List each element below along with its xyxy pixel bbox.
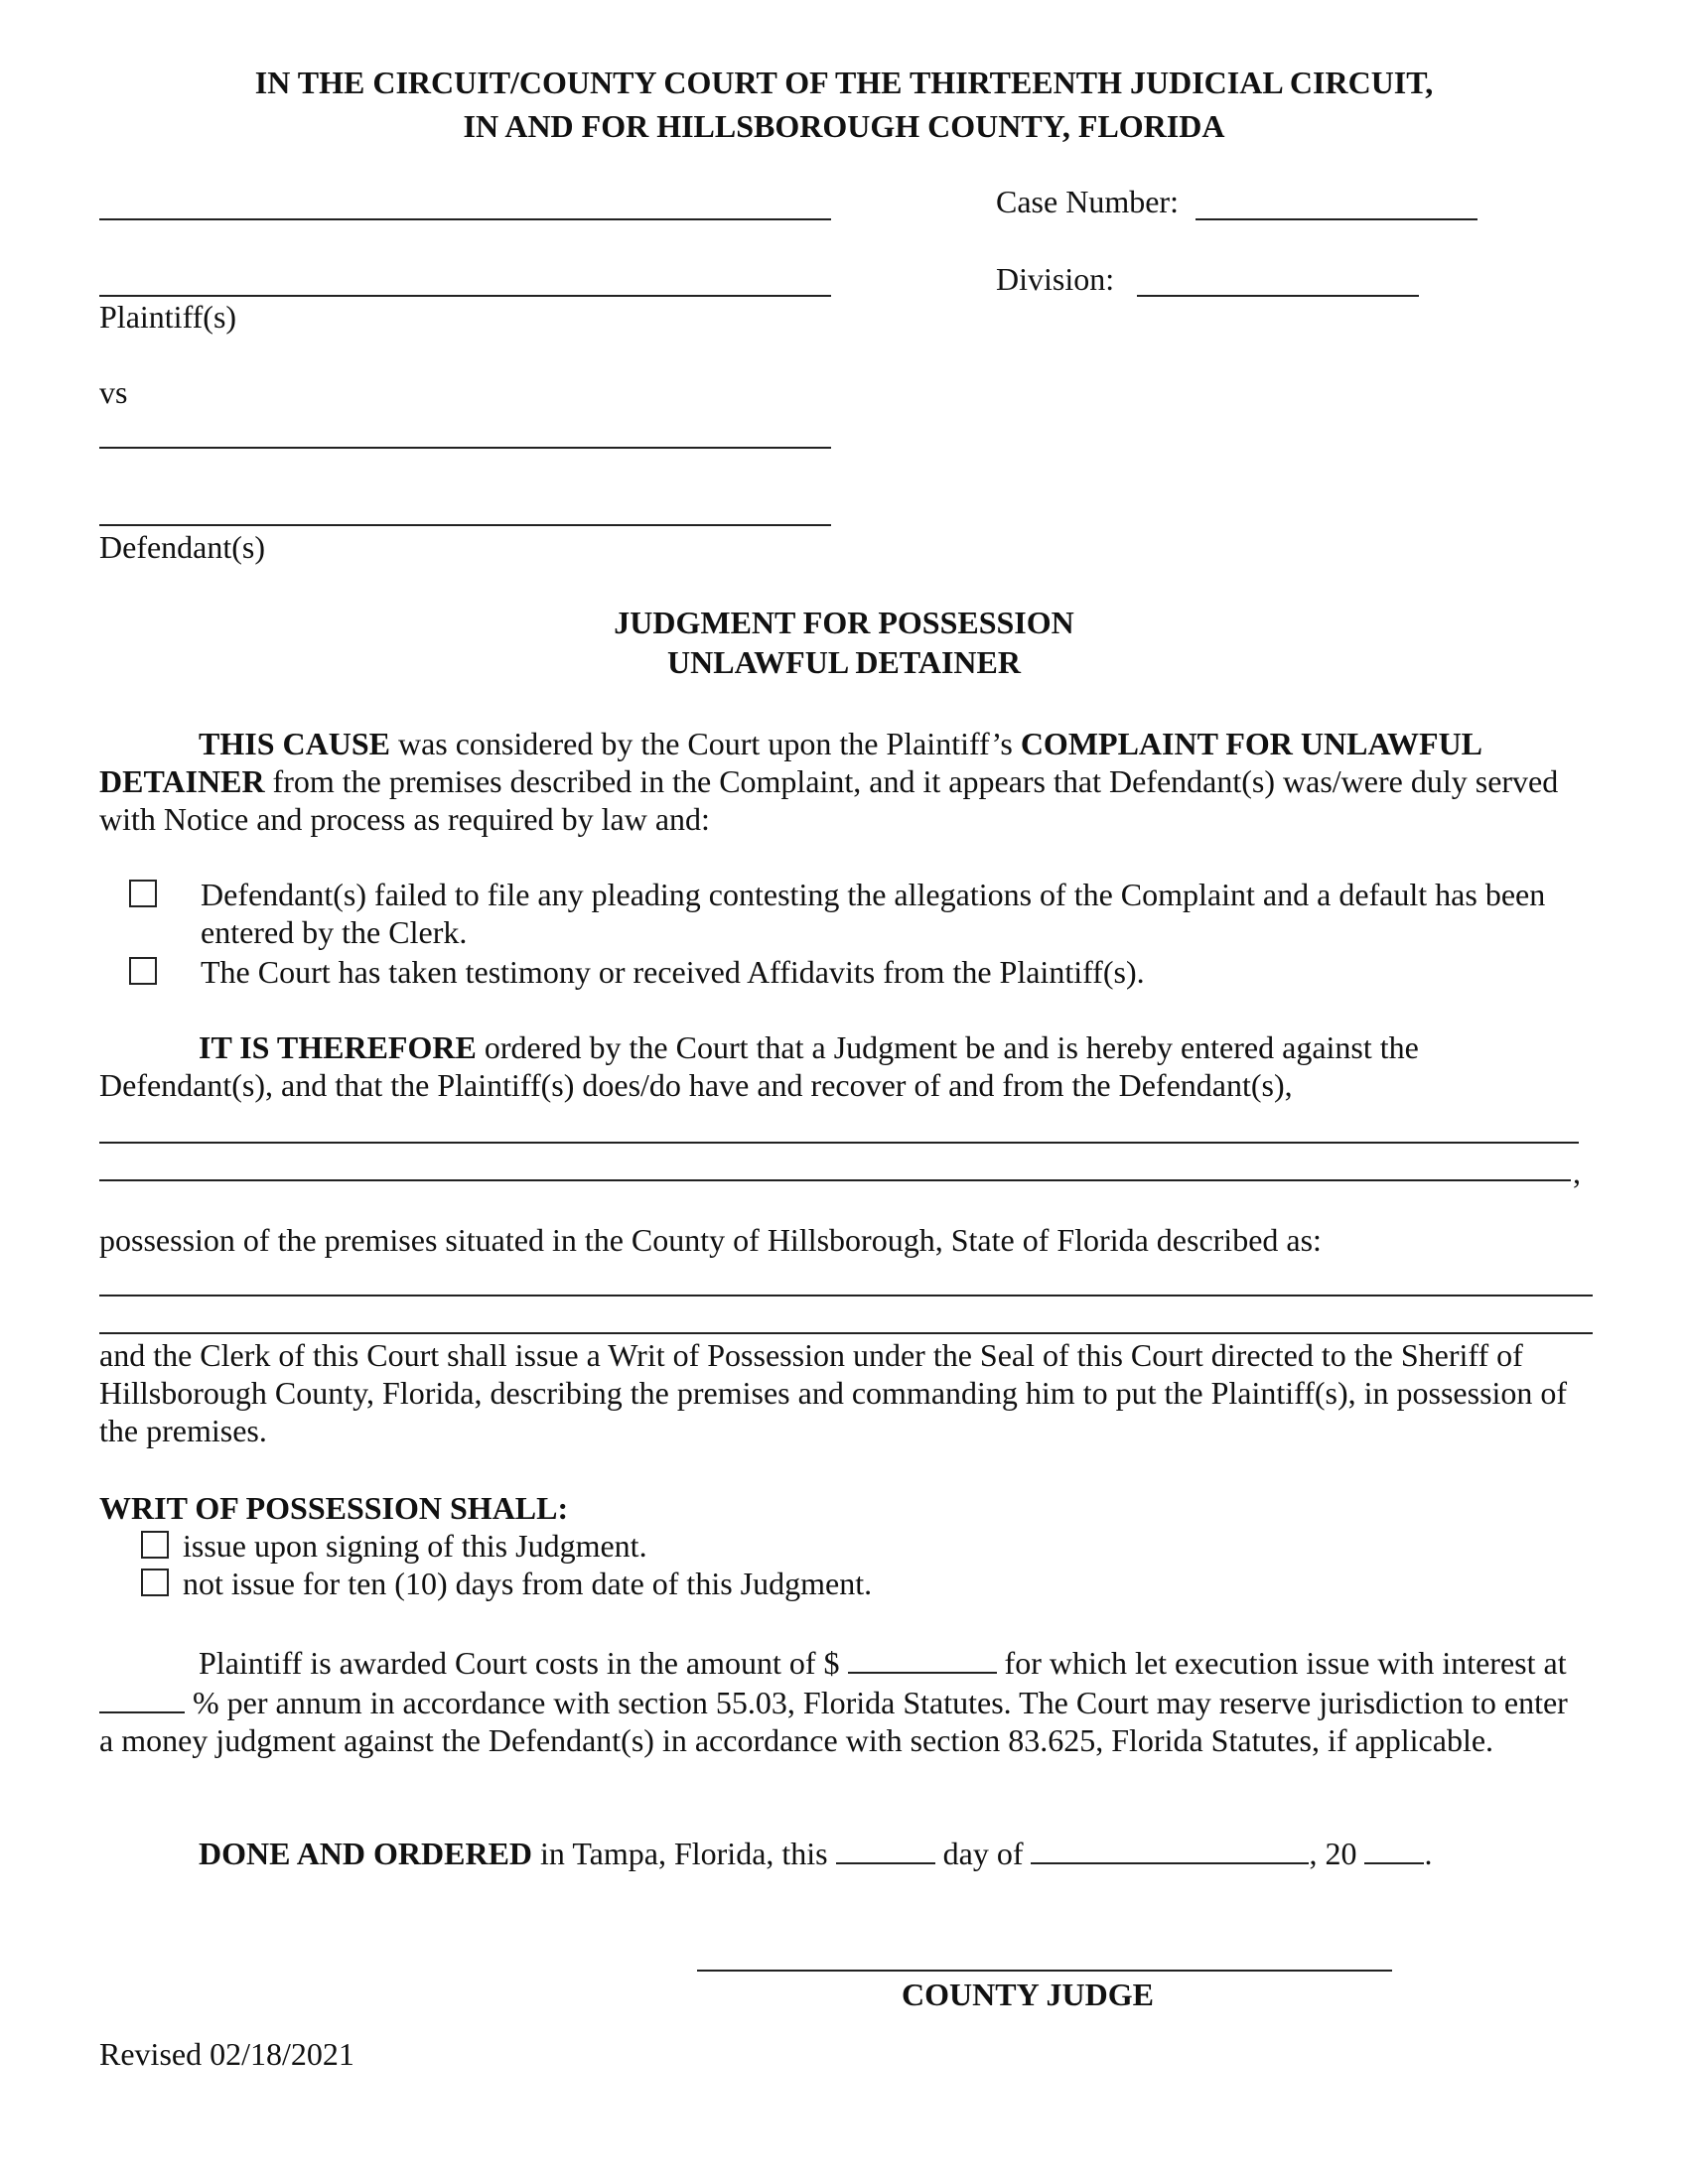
defendant-line-1[interactable] bbox=[99, 447, 831, 449]
done-bold: DONE AND ORDERED bbox=[199, 1836, 533, 1871]
done-text-4: . bbox=[1424, 1836, 1433, 1871]
year-field[interactable] bbox=[1364, 1833, 1424, 1864]
division-label: Division: bbox=[996, 261, 1115, 297]
done-text-1: in Tampa, Florida, this bbox=[532, 1836, 836, 1871]
intro-paragraph bbox=[99, 725, 1589, 838]
writ-issue-on-signing-checkbox[interactable] bbox=[141, 1531, 169, 1559]
recovery-line-1[interactable] bbox=[99, 1142, 1579, 1144]
writ-issue-on-signing-text: issue upon signing of this Judgment. bbox=[183, 1528, 647, 1564]
costs-paragraph bbox=[99, 1642, 1589, 1759]
default-entered-checkbox[interactable] bbox=[129, 880, 157, 907]
done-text-2: day of bbox=[934, 1836, 1032, 1871]
recovery-line-2[interactable] bbox=[99, 1179, 1571, 1181]
clerk-paragraph: and the Clerk of this Court shall issue a Writ of Possession under the Seal of this Court directed to the Sheriff of Hillsborough County, Florida, describing the premises and commanding him to put the Plaintiff(s), in possession of the premises. bbox=[99, 1337, 1568, 1448]
testimony-affidavits-option-text: The Court has taken testimony or received Affidavits from the Plaintiff(s). bbox=[201, 954, 1145, 990]
revised-date: Revised 02/18/2021 bbox=[99, 2036, 354, 2072]
order-text: ordered by the Court that a Judgment be and is hereby entered against the Defendant(s), and that the Plaintiff(s) does/do have and recover of and from the Defendant(s), bbox=[99, 1029, 1419, 1103]
possession-text: possession of the premises situated in the County of Hillsborough, State of Florida described as: bbox=[99, 1222, 1322, 1258]
writ-not-issue-ten-days-text: not issue for ten (10) days from date of this Judgment. bbox=[183, 1566, 873, 1601]
testimony-affidavits-checkbox[interactable] bbox=[129, 957, 157, 985]
document-title-line1: JUDGMENT FOR POSSESSION bbox=[614, 605, 1074, 640]
costs-text-3: % per annum in accordance with section 55.03, Florida Statutes. The Court may reserve jurisdiction to enter a money judgment against the Defendant(s) in accordance with section 83.625, Florida Statutes, if applicable. bbox=[99, 1685, 1568, 1758]
division-field[interactable] bbox=[1137, 295, 1419, 297]
month-field[interactable] bbox=[1031, 1833, 1309, 1864]
day-field[interactable] bbox=[836, 1833, 935, 1864]
judge-signature-line[interactable] bbox=[697, 1970, 1392, 1972]
done-text-3: , 20 bbox=[1309, 1836, 1365, 1871]
order-paragraph bbox=[99, 1028, 1589, 1104]
intro-bold-this-cause: THIS CAUSE bbox=[199, 726, 390, 761]
case-number-field[interactable] bbox=[1196, 218, 1477, 220]
court-header-line1: IN THE CIRCUIT/COUNTY COURT OF THE THIRTEENTH JUDICIAL CIRCUIT, bbox=[254, 65, 1434, 100]
plaintiff-line-2[interactable] bbox=[99, 295, 831, 297]
default-entered-option-text: Defendant(s) failed to file any pleading contesting the allegations of the Complaint and a default has been entered by the Clerk. bbox=[201, 877, 1546, 950]
vs-label: vs bbox=[99, 374, 128, 410]
plaintiff-label: Plaintiff(s) bbox=[99, 299, 237, 335]
plaintiff-line-1[interactable] bbox=[99, 218, 831, 220]
costs-amount-field[interactable] bbox=[848, 1642, 997, 1674]
premises-description-line-1[interactable] bbox=[99, 1295, 1593, 1297]
writ-not-issue-ten-days-checkbox[interactable] bbox=[141, 1569, 169, 1596]
costs-text-1: Plaintiff is awarded Court costs in the amount of $ bbox=[199, 1645, 848, 1681]
intro-bold-complaint: COMPLAINT FOR UNLAWFUL DETAINER bbox=[99, 726, 1481, 799]
document-title-line2: UNLAWFUL DETAINER bbox=[667, 644, 1021, 680]
order-bold-it-is-therefore: IT IS THEREFORE bbox=[199, 1029, 477, 1065]
done-and-ordered-line bbox=[99, 1833, 1589, 1872]
intro-text-1: was considered by the Court upon the Plaintiff’s bbox=[389, 726, 1021, 761]
defendant-label: Defendant(s) bbox=[99, 529, 266, 565]
defendant-line-2[interactable] bbox=[99, 524, 831, 526]
interest-rate-field[interactable] bbox=[99, 1682, 185, 1713]
writ-heading: WRIT OF POSSESSION SHALL: bbox=[99, 1490, 569, 1526]
costs-text-2: for which let execution issue with interest at bbox=[996, 1645, 1567, 1681]
county-judge-label: COUNTY JUDGE bbox=[902, 1977, 1154, 2012]
recovery-comma: , bbox=[1573, 1155, 1581, 1190]
case-number-label: Case Number: bbox=[996, 184, 1179, 219]
court-header-line2: IN AND FOR HILLSBOROUGH COUNTY, FLORIDA bbox=[463, 108, 1225, 144]
premises-description-line-2[interactable] bbox=[99, 1332, 1593, 1334]
intro-text-2: from the premises described in the Complaint, and it appears that Defendant(s) was/were duly served with Notice and process as required by law and: bbox=[99, 763, 1559, 837]
